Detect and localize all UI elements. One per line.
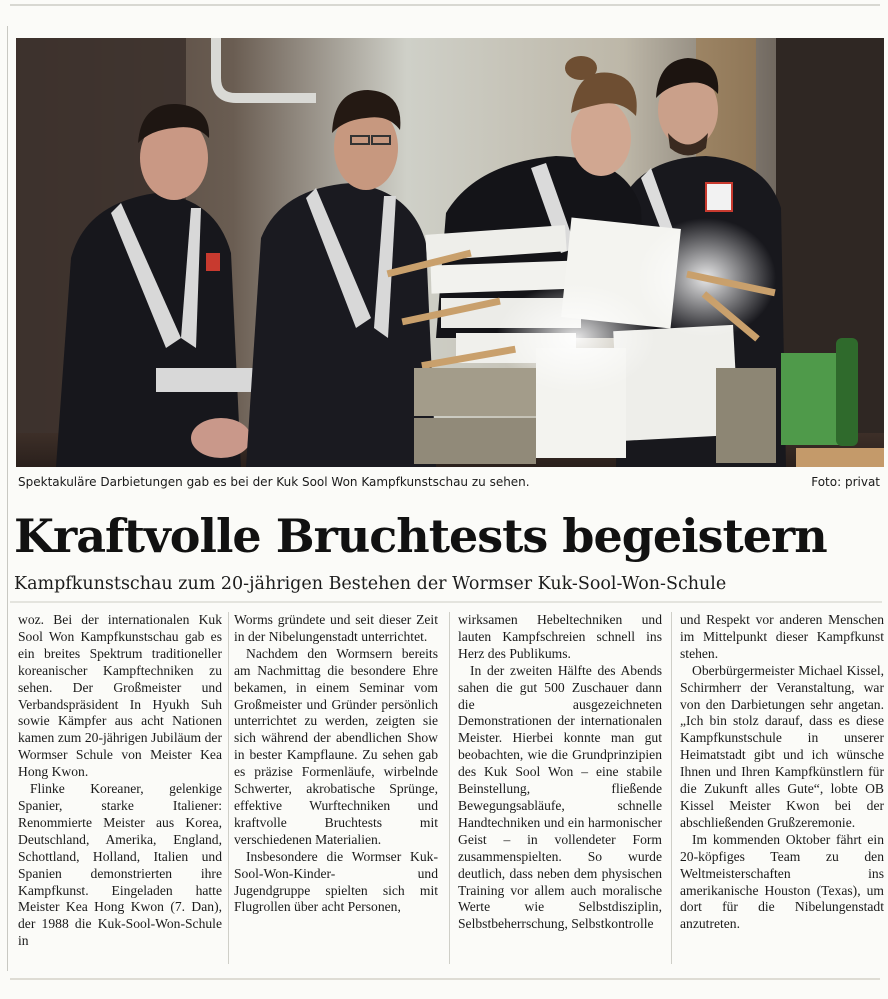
column-rule — [671, 612, 672, 964]
paragraph: woz. Bei der internationalen Kuk Sool Won Kampfkunstschau gab es ein breites Spektrum traditioneller koreanischer Kampftechniken zu sehen. Der Großmeister und Verbandspräsident In Hyukh Suh sowie Kämpfer aus acht Nationen kamen zum 20-jährigen Jubiläum der Wormser Schule von Meister Kea Hong Kwon. — [18, 612, 222, 780]
photo-caption-row — [16, 475, 884, 493]
column-rule — [449, 612, 450, 964]
paragraph: In der zweiten Hälfte des Abends sahen die gut 500 Zuschauer dann die ausgezeichneten Demonstrationen der internationalen Meister. Hierbei konnte man gut beobachten, wie die Grundprinzipien des Kuk Sool Won – eine stabile Beinstellung, fließende Bewegungsabläufe, schnelle Handtechniken und ein harmonischer Geist – in vollendeter Form zusammenspielten. So wurde deutlich, dass neben dem physischen Training vor allem auch moralische Werte wie Selbstdisziplin, Selbstbeherrschung, Selbstkontrolle — [458, 662, 662, 932]
column-1 — [18, 612, 222, 950]
article-photo — [16, 38, 884, 467]
paragraph: Nachdem den Wormsern bereits am Nachmittag die besondere Ehre bekamen, in einem Seminar vom Großmeister und Gründer persönlich unterrichtet zu werden, zeigten sie sich während der abendlichen Show in bester Kampflaune. Zu sehen gab es präzise Formenläufe, wirbelnde Schwerter, akrobatische Sprünge, effektive Wurftechniken und kraftvolle Bruchtests mit verschiedenen Materialien. — [234, 645, 438, 847]
article-body — [18, 612, 884, 972]
concrete-block-bottom — [414, 418, 536, 464]
paragraph: und Respekt vor anderen Menschen im Mittelpunkt dieser Kampfkunst stehen. — [680, 612, 884, 661]
paragraph: Flinke Koreaner, gelenkige Spanier, starke Italiener: Renommierte Meister aus Korea, Deutschland, Amerika, England, Schottland, Holland, Italien und Spanien demonstrierten ihre Kampfkunst. Eingeladen hatte Meister Kea Hong Kwon (7. Dan), der 1988 die Kuk-Sool-Won-Schule in — [18, 781, 222, 949]
wooden-bench — [796, 448, 884, 467]
column-3 — [458, 612, 662, 933]
top-rule — [10, 4, 880, 6]
bottom-rule — [10, 978, 880, 980]
green-bottle — [836, 338, 858, 446]
subheadline-rule — [10, 601, 882, 603]
concrete-block-right — [716, 368, 776, 463]
left-edge-rule — [7, 26, 8, 971]
paragraph: Oberbürgermeister Michael Kissel, Schirmherr der Veranstaltung, war von den Darbietungen sehr angetan. „Ich bin stolz darauf, dass es diese Kampfkunstschule in unserer Heimatstadt gibt und ich wünsche Ihnen und Ihren Kampfkünstlern für die Zukunft alles Gute“, lobte OB Kissel Meister Kwon bei der abschließenden Grußzeremonie. — [680, 662, 884, 830]
photo-caption: Spektakuläre Darbietungen gab es bei der Kuk Sool Won Kampfkunstschau zu sehen. — [18, 475, 530, 489]
column-rule — [228, 612, 229, 964]
photo-credit: Foto: privat — [811, 475, 880, 489]
green-crate — [781, 353, 841, 445]
paragraph: Im kommenden Oktober fährt ein 20-köpfiges Team zu den Weltmeisterschaften ins amerikanische Houston (Texas), um dort für die Nibelungenstadt anzutreten. — [680, 831, 884, 932]
photo-illustration — [16, 38, 884, 467]
column-2 — [234, 612, 438, 916]
paragraph: wirksamen Hebeltechniken und lauten Kampfschreien schnell ins Herz des Publikums. — [458, 612, 662, 661]
column-4 — [680, 612, 884, 933]
article-headline: Kraftvolle Bruchtests begeistern — [14, 509, 827, 563]
paragraph: Worms gründete und seit dieser Zeit in der Nibelungenstadt unterrichtet. — [234, 612, 438, 644]
paragraph: Insbesondere die Wormser Kuk-Sool-Won-Kinder- und Jugendgruppe spielten sich mit Flugrollen über acht Personen, — [234, 848, 438, 915]
article-subheadline: Kampfkunstschau zum 20-jährigen Bestehen der Wormser Kuk-Sool-Won-Schule — [14, 574, 727, 594]
concrete-block-top — [414, 368, 536, 416]
